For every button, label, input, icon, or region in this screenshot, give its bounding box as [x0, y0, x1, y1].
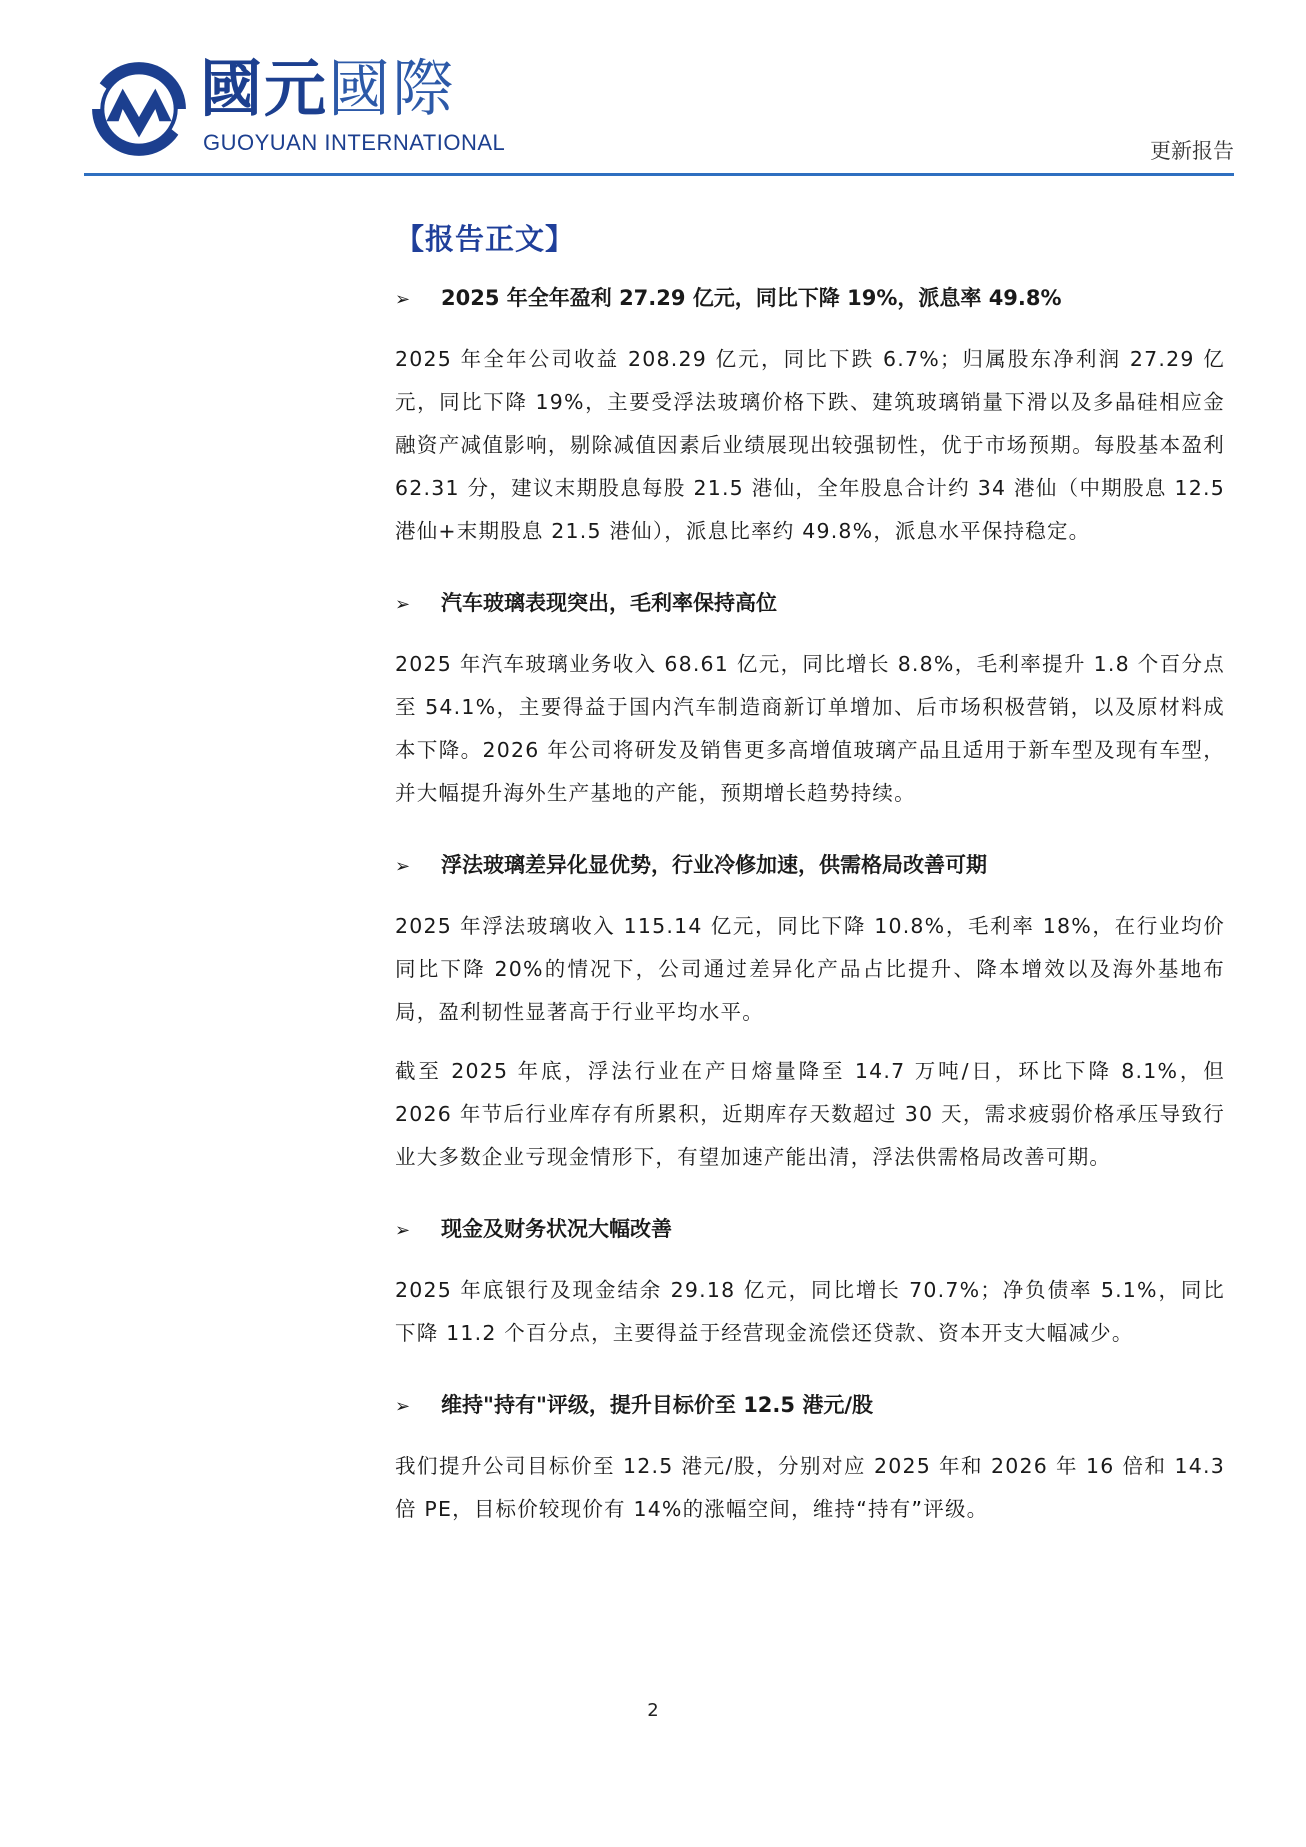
header-divider [84, 173, 1234, 176]
heading-text: 浮法玻璃差异化显优势，行业冷修加速，供需格局改善可期 [441, 853, 987, 877]
section-title: 【报告正文】 [395, 222, 576, 256]
paragraph-float-glass-1: 2025 年浮法玻璃收入 115.14 亿元，同比下降 10.8%，毛利率 18%，在行业均价同比下降 20%的情况下，公司通过差异化产品占比提升、降本增效以及海外基地布局，盈利韧性显著高于行业平均水平。 [395, 914, 1225, 1024]
arrow-bullet-icon: ➢ [395, 1220, 411, 1241]
heading-text: 维持"持有"评级，提升目标价至 12.5 港元/股 [441, 1393, 873, 1417]
bullet-heading-rating [395, 1389, 1225, 1419]
heading-text: 2025 年全年盈利 27.29 亿元，同比下降 19%，派息率 49.8% [441, 286, 1062, 310]
paragraph-rating: 我们提升公司目标价至 12.5 港元/股，分别对应 2025 年和 2026 年 16 倍和 14.3 倍 PE，目标价较现价有 14%的涨幅空间，维持“持有”评级。 [395, 1454, 1225, 1521]
page-header [0, 0, 1306, 180]
paragraph-earnings: 2025 年全年公司收益 208.29 亿元，同比下跌 6.7%；归属股东净利润 27.29 亿元，同比下降 19%，主要受浮法玻璃价格下跌、建筑玻璃销量下滑以及多晶硅相应金融资产减值影响，剔除减值因素后业绩展现出较强韧性，优于市场预期。每股基本盈利 62.31 分，建议末期股息每股 21.5 港仙，全年股息合计约 34 港仙（中期股息 12.5 港仙+末期股息 21.5 港仙），派息比率约 49.8%，派息水平保持稳定。 [395, 347, 1225, 543]
brand-name-cn-bold: 國元 [200, 52, 329, 125]
arrow-bullet-icon: ➢ [395, 1396, 411, 1417]
paragraph-auto-glass: 2025 年汽车玻璃业务收入 68.61 亿元，同比增长 8.8%，毛利率提升 1.8 个百分点至 54.1%，主要得益于国内汽车制造商新订单增加、后市场积极营销，以及原材料成本下降。2026 年公司将研发及销售更多高增值玻璃产品且适用于新车型及现有车型，并大幅提升海外生产基地的产能，预期增长趋势持续。 [395, 652, 1225, 805]
document-type-label: 更新报告 [1150, 139, 1234, 163]
bullet-heading-auto-glass [395, 587, 1225, 617]
paragraph-float-glass-2: 截至 2025 年底，浮法行业在产日熔量降至 14.7 万吨/日，环比下降 8.1%，但 2026 年节后行业库存有所累积，近期库存天数超过 30 天，需求疲弱价格承压导致行业大多数企业亏现金情形下，有望加速产能出清，浮法供需格局改善可期。 [395, 1059, 1225, 1169]
guoyuan-logo-icon [88, 58, 190, 160]
bullet-heading-earnings [395, 282, 1225, 312]
bullet-heading-float-glass [395, 849, 1225, 879]
paragraph-cash: 2025 年底银行及现金结余 29.18 亿元，同比增长 70.7%；净负债率 5.1%，同比下降 11.2 个百分点，主要得益于经营现金流偿还贷款、资本开支大幅减少。 [395, 1278, 1225, 1345]
heading-text: 现金及财务状况大幅改善 [441, 1217, 672, 1241]
arrow-bullet-icon: ➢ [395, 289, 411, 310]
arrow-bullet-icon: ➢ [395, 856, 411, 877]
brand-name-en: GUOYUAN INTERNATIONAL [203, 130, 506, 155]
brand-name-cn [200, 52, 457, 125]
report-body [395, 205, 1225, 1565]
arrow-bullet-icon: ➢ [395, 594, 411, 615]
heading-text: 汽车玻璃表现突出，毛利率保持高位 [441, 591, 777, 615]
bullet-heading-cash [395, 1213, 1225, 1243]
page-number: 2 [647, 1700, 659, 1721]
brand-name-cn-thin: 國際 [328, 52, 457, 125]
